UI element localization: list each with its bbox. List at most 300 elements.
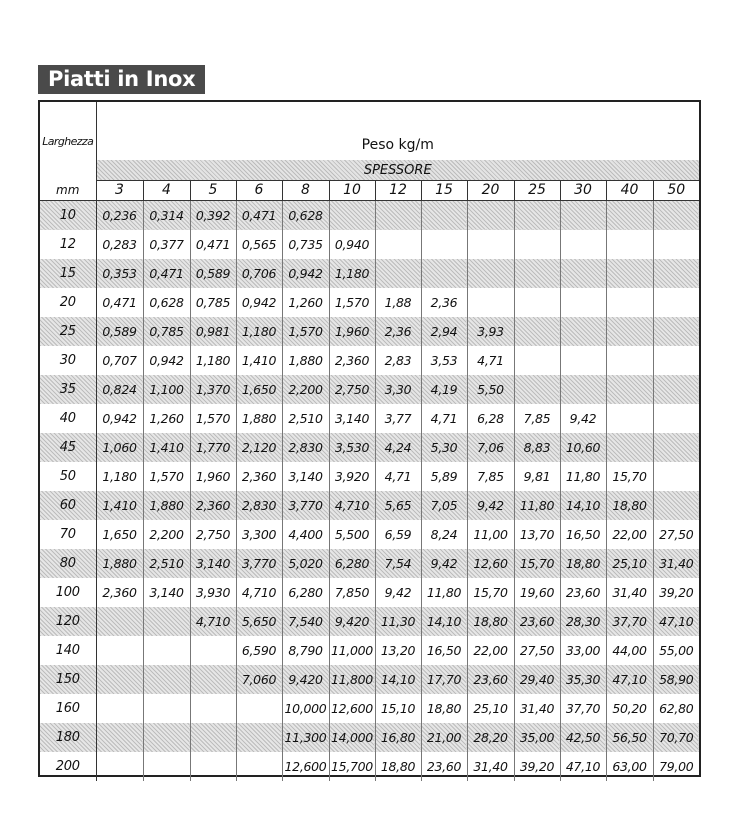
weight-cell: 14,10 [421,607,467,636]
weight-cell: 0,377 [143,230,190,259]
weight-cell [606,346,653,375]
weight-cell [653,404,699,433]
weight-cell: 29,40 [514,665,560,694]
weight-cell: 58,90 [653,665,699,694]
weight-cell [653,200,699,230]
weight-cell: 37,70 [606,607,653,636]
weight-cell: 19,60 [514,578,560,607]
weight-cell [514,259,560,288]
weight-cell: 1,770 [190,433,236,462]
weight-cell: 0,565 [236,230,282,259]
weight-cell: 0,353 [96,259,143,288]
weight-cell: 1,650 [96,520,143,549]
weight-cell: 13,70 [514,520,560,549]
width-cell: 40 [40,404,96,433]
width-cell: 60 [40,491,96,520]
weight-cell: 0,706 [236,259,282,288]
weight-cell: 0,314 [143,200,190,230]
weight-cell: 27,50 [653,520,699,549]
weight-cell: 1,880 [96,549,143,578]
thickness-header: 3 [96,181,143,201]
weight-cell: 5,65 [375,491,421,520]
table-row [40,259,699,288]
weight-cell: 12,60 [467,549,514,578]
weight-cell [653,462,699,491]
weight-cell: 28,30 [560,607,606,636]
weight-cell: 31,40 [514,694,560,723]
weight-cell: 4,710 [190,607,236,636]
weight-cell: 10,60 [560,433,606,462]
weight-cell: 23,60 [467,665,514,694]
weight-cell: 2,200 [143,520,190,549]
width-cell: 100 [40,578,96,607]
width-cell: 120 [40,607,96,636]
weight-cell: 0,628 [143,288,190,317]
weight-cell: 2,200 [282,375,329,404]
page-title: Piatti in Inox [38,65,205,94]
weight-cell: 16,50 [560,520,606,549]
thickness-header: 40 [606,181,653,201]
weight-cell: 2,36 [421,288,467,317]
weight-cell: 50,20 [606,694,653,723]
weight-cell [606,259,653,288]
weight-cell: 9,42 [467,491,514,520]
weight-cell [375,200,421,230]
weight-cell: 2,360 [329,346,375,375]
table-row [40,549,699,578]
weight-cell [560,259,606,288]
table-row [40,433,699,462]
weight-cell: 8,83 [514,433,560,462]
width-cell: 30 [40,346,96,375]
weight-cell [467,288,514,317]
weight-cell: 1,180 [329,259,375,288]
weight-cell [606,375,653,404]
thickness-header: 5 [190,181,236,201]
weight-table [40,102,699,781]
weight-cell: 11,800 [329,665,375,694]
weight-cell: 4,710 [236,578,282,607]
weight-cell: 21,00 [421,723,467,752]
weight-cell: 2,750 [329,375,375,404]
weight-cell [606,200,653,230]
weight-cell: 14,10 [560,491,606,520]
weight-cell: 1,570 [282,317,329,346]
weight-cell: 1,570 [143,462,190,491]
weight-cell: 13,20 [375,636,421,665]
weight-cell: 0,942 [96,404,143,433]
weight-cell: 1,410 [143,433,190,462]
table-row [40,462,699,491]
weight-cell: 4,71 [375,462,421,491]
weight-cell: 3,30 [375,375,421,404]
weight-cell [560,375,606,404]
weight-cell [96,752,143,781]
weight-cell: 35,00 [514,723,560,752]
weight-cell: 1,570 [329,288,375,317]
weight-cell [514,317,560,346]
weight-cell [421,259,467,288]
weight-cell: 17,70 [421,665,467,694]
weight-cell: 2,830 [282,433,329,462]
weight-cell: 9,42 [421,549,467,578]
weight-cell: 16,50 [421,636,467,665]
weight-cell: 9,42 [375,578,421,607]
weight-cell: 2,83 [375,346,421,375]
spessore-label: SPESSORE [96,160,699,181]
weight-cell [606,404,653,433]
width-cell: 150 [40,665,96,694]
weight-cell: 0,471 [143,259,190,288]
weight-cell: 25,10 [467,694,514,723]
weight-cell: 25,10 [606,549,653,578]
weight-cell: 22,00 [606,520,653,549]
weight-cell: 12,600 [329,694,375,723]
weight-cell [606,288,653,317]
weight-cell: 4,24 [375,433,421,462]
weight-cell: 1,960 [329,317,375,346]
weight-cell [560,230,606,259]
weight-cell: 3,140 [143,578,190,607]
weight-cell: 56,50 [606,723,653,752]
weight-cell [329,200,375,230]
weight-cell: 47,10 [560,752,606,781]
table-row [40,520,699,549]
weight-cell: 3,530 [329,433,375,462]
weight-cell: 15,70 [514,549,560,578]
weight-cell [653,491,699,520]
thickness-header: 20 [467,181,514,201]
weight-cell: 0,236 [96,200,143,230]
weight-cell [560,288,606,317]
weight-cell [190,636,236,665]
weight-cell: 39,20 [514,752,560,781]
weight-cell: 4,400 [282,520,329,549]
width-cell: 140 [40,636,96,665]
weight-cell: 7,060 [236,665,282,694]
weight-cell [606,317,653,346]
thickness-header: 10 [329,181,375,201]
thickness-header: 50 [653,181,699,201]
weight-cell: 0,471 [96,288,143,317]
weight-cell [421,200,467,230]
weight-cell: 4,71 [421,404,467,433]
weight-cell: 2,510 [282,404,329,433]
weight-cell: 11,000 [329,636,375,665]
weight-cell: 7,850 [329,578,375,607]
weight-cell [96,723,143,752]
weight-cell: 33,00 [560,636,606,665]
width-cell: 180 [40,723,96,752]
thickness-header: 15 [421,181,467,201]
weight-cell: 37,70 [560,694,606,723]
weight-cell: 6,590 [236,636,282,665]
width-cell: 160 [40,694,96,723]
weight-cell: 2,360 [190,491,236,520]
table-row [40,404,699,433]
weight-cell [514,230,560,259]
weight-cell: 63,00 [606,752,653,781]
weight-cell: 8,24 [421,520,467,549]
weight-cell: 1,880 [143,491,190,520]
weight-cell: 0,589 [190,259,236,288]
weight-cell [606,433,653,462]
weight-cell: 4,19 [421,375,467,404]
weight-cell: 1,960 [190,462,236,491]
weight-cell: 11,80 [560,462,606,491]
width-cell: 15 [40,259,96,288]
weight-cell: 14,10 [375,665,421,694]
weight-cell [514,200,560,230]
weight-cell: 5,650 [236,607,282,636]
width-cell: 25 [40,317,96,346]
weight-cell [467,230,514,259]
weight-cell [560,346,606,375]
weight-cell [190,665,236,694]
weight-cell: 55,00 [653,636,699,665]
weight-cell [421,230,467,259]
width-cell: 50 [40,462,96,491]
weight-cell: 0,283 [96,230,143,259]
weight-cell: 7,06 [467,433,514,462]
weight-cell: 3,140 [282,462,329,491]
mm-label: mm [40,181,96,201]
weight-cell: 1,410 [236,346,282,375]
weight-cell [143,694,190,723]
weight-cell [560,317,606,346]
weight-cell [143,752,190,781]
weight-cell [653,433,699,462]
weight-cell: 0,785 [190,288,236,317]
weight-cell [375,259,421,288]
thickness-header: 4 [143,181,190,201]
weight-cell: 9,81 [514,462,560,491]
weight-cell: 47,10 [653,607,699,636]
weight-cell [653,346,699,375]
weight-cell: 3,930 [190,578,236,607]
weight-cell: 2,94 [421,317,467,346]
weight-cell: 3,53 [421,346,467,375]
weight-cell: 5,020 [282,549,329,578]
table-row [40,578,699,607]
weight-cell [375,230,421,259]
weight-cell: 2,750 [190,520,236,549]
weight-cell: 14,000 [329,723,375,752]
weight-cell: 44,00 [606,636,653,665]
weight-cell: 7,85 [514,404,560,433]
peso-label: Peso kg/m [361,137,434,153]
weight-cell: 3,300 [236,520,282,549]
weight-cell: 5,500 [329,520,375,549]
weight-cell: 31,40 [467,752,514,781]
width-cell: 45 [40,433,96,462]
weight-cell: 18,80 [606,491,653,520]
thickness-header: 12 [375,181,421,201]
weight-cell: 18,80 [467,607,514,636]
weight-cell: 18,80 [375,752,421,781]
weight-cell: 5,50 [467,375,514,404]
weight-cell: 2,830 [236,491,282,520]
weight-cell: 11,80 [421,578,467,607]
weight-cell: 18,80 [421,694,467,723]
weight-cell: 15,700 [329,752,375,781]
weight-cell: 23,60 [560,578,606,607]
weight-cell: 28,20 [467,723,514,752]
weight-cell: 70,70 [653,723,699,752]
table-row [40,375,699,404]
table-row [40,491,699,520]
weight-cell: 0,942 [236,288,282,317]
table-row [40,636,699,665]
weight-cell: 11,00 [467,520,514,549]
weight-cell [514,288,560,317]
weight-cell: 7,05 [421,491,467,520]
weight-cell: 8,790 [282,636,329,665]
weight-cell [96,607,143,636]
width-cell: 200 [40,752,96,781]
weight-cell: 2,120 [236,433,282,462]
weight-cell: 5,89 [421,462,467,491]
weight-cell: 0,392 [190,200,236,230]
weight-cell: 2,360 [236,462,282,491]
weight-cell [653,230,699,259]
weight-cell [143,607,190,636]
weight-cell: 3,93 [467,317,514,346]
weight-cell [653,288,699,317]
weight-cell: 7,54 [375,549,421,578]
weight-cell: 12,600 [282,752,329,781]
weight-cell: 6,59 [375,520,421,549]
table-row [40,752,699,781]
weight-cell: 1,060 [96,433,143,462]
weight-table-frame [38,100,701,777]
weight-cell: 11,300 [282,723,329,752]
weight-cell [143,665,190,694]
weight-cell [606,230,653,259]
weight-cell: 1,180 [96,462,143,491]
weight-cell: 0,942 [143,346,190,375]
weight-cell [467,200,514,230]
weight-cell: 0,471 [190,230,236,259]
weight-cell [190,723,236,752]
weight-cell [514,375,560,404]
weight-cell [236,694,282,723]
weight-cell [143,636,190,665]
weight-cell: 1,570 [190,404,236,433]
table-row [40,346,699,375]
weight-cell [143,723,190,752]
weight-cell [236,723,282,752]
weight-cell: 31,40 [653,549,699,578]
weight-cell: 1,180 [190,346,236,375]
weight-cell: 23,60 [421,752,467,781]
weight-cell: 9,420 [329,607,375,636]
table-row [40,317,699,346]
thickness-header: 25 [514,181,560,201]
weight-cell: 9,420 [282,665,329,694]
weight-cell: 9,42 [560,404,606,433]
weight-cell: 0,628 [282,200,329,230]
width-cell: 12 [40,230,96,259]
weight-cell: 0,785 [143,317,190,346]
weight-cell: 47,10 [606,665,653,694]
weight-cell: 6,280 [282,578,329,607]
table-row [40,665,699,694]
weight-cell: 15,10 [375,694,421,723]
weight-cell: 0,735 [282,230,329,259]
weight-cell: 1,260 [143,404,190,433]
weight-cell [653,375,699,404]
weight-cell: 4,71 [467,346,514,375]
weight-cell [96,636,143,665]
weight-cell: 0,707 [96,346,143,375]
weight-cell: 1,180 [236,317,282,346]
weight-cell: 0,589 [96,317,143,346]
weight-cell: 11,80 [514,491,560,520]
thickness-header: 30 [560,181,606,201]
weight-cell: 79,00 [653,752,699,781]
table-row [40,723,699,752]
weight-cell: 1,880 [282,346,329,375]
width-cell: 80 [40,549,96,578]
column-header-row [40,181,699,201]
weight-cell: 0,471 [236,200,282,230]
weight-cell: 15,70 [467,578,514,607]
weight-cell [190,752,236,781]
weight-cell: 35,30 [560,665,606,694]
table-row [40,694,699,723]
weight-cell: 3,770 [282,491,329,520]
table-row [40,230,699,259]
thickness-header: 8 [282,181,329,201]
width-cell: 20 [40,288,96,317]
weight-cell: 16,80 [375,723,421,752]
weight-cell: 1,880 [236,404,282,433]
table-row [40,288,699,317]
weight-cell: 6,28 [467,404,514,433]
weight-cell: 0,940 [329,230,375,259]
weight-cell: 7,540 [282,607,329,636]
weight-cell [560,200,606,230]
weight-cell [96,694,143,723]
weight-cell [190,694,236,723]
weight-cell: 0,981 [190,317,236,346]
weight-cell: 18,80 [560,549,606,578]
weight-cell: 2,510 [143,549,190,578]
weight-cell [467,259,514,288]
weight-cell: 42,50 [560,723,606,752]
weight-cell [514,346,560,375]
weight-cell: 1,410 [96,491,143,520]
weight-cell: 62,80 [653,694,699,723]
weight-cell: 2,36 [375,317,421,346]
weight-cell: 0,824 [96,375,143,404]
table-row [40,607,699,636]
weight-cell: 39,20 [653,578,699,607]
weight-cell [653,259,699,288]
weight-cell [653,317,699,346]
weight-cell: 1,260 [282,288,329,317]
weight-cell: 27,50 [514,636,560,665]
weight-cell: 3,920 [329,462,375,491]
weight-cell: 4,710 [329,491,375,520]
width-cell: 70 [40,520,96,549]
weight-cell: 5,30 [421,433,467,462]
weight-cell: 1,100 [143,375,190,404]
weight-cell: 2,360 [96,578,143,607]
thickness-header: 6 [236,181,282,201]
weight-cell: 31,40 [606,578,653,607]
